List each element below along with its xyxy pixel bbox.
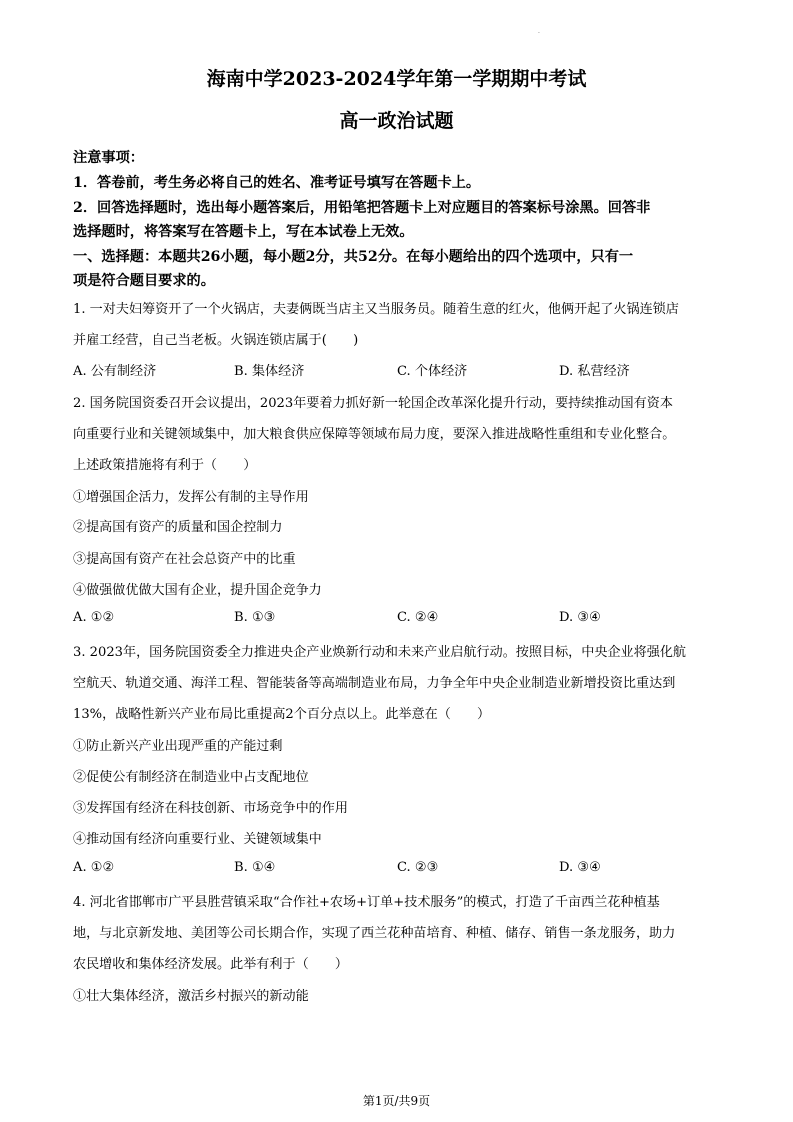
q3-statement-1: ①防止新兴产业出现严重的产能过剩 bbox=[73, 739, 283, 754]
q2-option-b: B. ①③ bbox=[234, 610, 276, 625]
q3-stem-line-3: 13%，战略性新兴产业布局比重提高2个百分点以上。此举意在（ ） bbox=[73, 707, 491, 722]
q3-option-d: D. ③④ bbox=[559, 860, 601, 875]
notice-item-1: 1．答卷前，考生务必将自己的姓名、准考证号填写在答题卡上。 bbox=[73, 175, 481, 191]
notice-item-2-line-2: 选择题时，将答案写在答题卡上，写在本试卷上无效。 bbox=[73, 224, 414, 240]
q2-statement-1: ①增强国企活力，发挥公有制的主导作用 bbox=[73, 490, 309, 505]
q2-statement-4: ④做强做优做大国有企业，提升国企竞争力 bbox=[73, 583, 322, 598]
q1-stem-line-1: 1. 一对夫妇筹资开了一个火锅店，夫妻俩既当店主又当服务员。随着生意的红火，他俩开起了火锅连锁店 bbox=[73, 302, 679, 317]
q2-stem-line-1: 2. 国务院国资委召开会议提出，2023年要着力抓好新一轮国企改革深化提升行动，要持续推动国有资本 bbox=[73, 396, 673, 411]
page-number: 第1页/共9页 bbox=[362, 1094, 431, 1108]
exam-title: 海南中学2023-2024学年第一学期期中考试 bbox=[206, 68, 587, 90]
q3-statement-3: ③发挥国有经济在科技创新、市场竞争中的作用 bbox=[73, 801, 348, 816]
q1-option-d: D. 私营经济 bbox=[559, 364, 630, 379]
q2-option-d: D. ③④ bbox=[559, 610, 601, 625]
q1-stem-line-2: 并雇工经营，自己当老板。火锅连锁店属于( ) bbox=[73, 333, 359, 348]
q4-stem-line-1: 4. 河北省邯郸市广平县胜营镇采取“合作社+农场+订单+技术服务”的模式，打造了千亩西兰花种植基 bbox=[73, 895, 660, 910]
q3-option-c: C. ②③ bbox=[397, 860, 439, 875]
q2-option-a: A. ①② bbox=[73, 610, 115, 625]
q2-statement-2: ②提高国有资产的质量和国企控制力 bbox=[73, 520, 283, 535]
exam-subtitle: 高一政治试题 bbox=[339, 110, 454, 132]
q3-option-a: A. ①② bbox=[73, 860, 115, 875]
q3-statement-4: ④推动国有经济向重要行业、关键领域集中 bbox=[73, 832, 322, 847]
q2-stem-line-2: 向重要行业和关键领域集中，加大粮食供应保障等领域布局力度，要深入推进战略性重组和专业化整合。 bbox=[73, 427, 676, 442]
q2-option-c: C. ②④ bbox=[397, 610, 439, 625]
q2-statement-3: ③提高国有资产在社会总资产中的比重 bbox=[73, 552, 296, 567]
q4-stem-line-2: 地，与北京新发地、美团等公司长期合作，实现了西兰花种苗培育、种植、储存、销售一条龙服务，助力 bbox=[73, 926, 676, 941]
q4-stem-line-3: 农民增收和集体经济发展。此举有利于（ ） bbox=[73, 957, 348, 972]
section-heading-line-2: 项是符合题目要求的。 bbox=[73, 273, 215, 289]
q1-option-c: C. 个体经济 bbox=[397, 364, 468, 379]
scan-mark: · bbox=[538, 30, 540, 37]
section-heading-line-1: 一、选择题：本题共26小题，每小题2分，共52分。在每小题给出的四个选项中，只有一 bbox=[73, 249, 634, 265]
q4-statement-1: ①壮大集体经济，激活乡村振兴的新动能 bbox=[73, 989, 309, 1004]
q1-option-a: A. 公有制经济 bbox=[73, 364, 157, 379]
q1-option-b: B. 集体经济 bbox=[234, 364, 305, 379]
q3-stem-line-2: 空航天、轨道交通、海洋工程、智能装备等高端制造业布局，力争全年中央企业制造业新增投资比重达到 bbox=[73, 676, 676, 691]
q3-stem-line-1: 3. 2023年，国务院国资委全力推进央企产业焕新行动和未来产业启航行动。按照目标，中央企业将强化航 bbox=[73, 645, 687, 660]
notice-heading: 注意事项： bbox=[73, 150, 144, 166]
q3-statement-2: ②促使公有制经济在制造业中占支配地位 bbox=[73, 770, 309, 785]
q2-stem-line-3: 上述政策措施将有利于（ ） bbox=[73, 458, 257, 473]
notice-item-2-line-1: 2．回答选择题时，选出每小题答案后，用铅笔把答题卡上对应题目的答案标号涂黑。回答非 bbox=[73, 200, 651, 216]
q3-option-b: B. ①④ bbox=[234, 860, 276, 875]
